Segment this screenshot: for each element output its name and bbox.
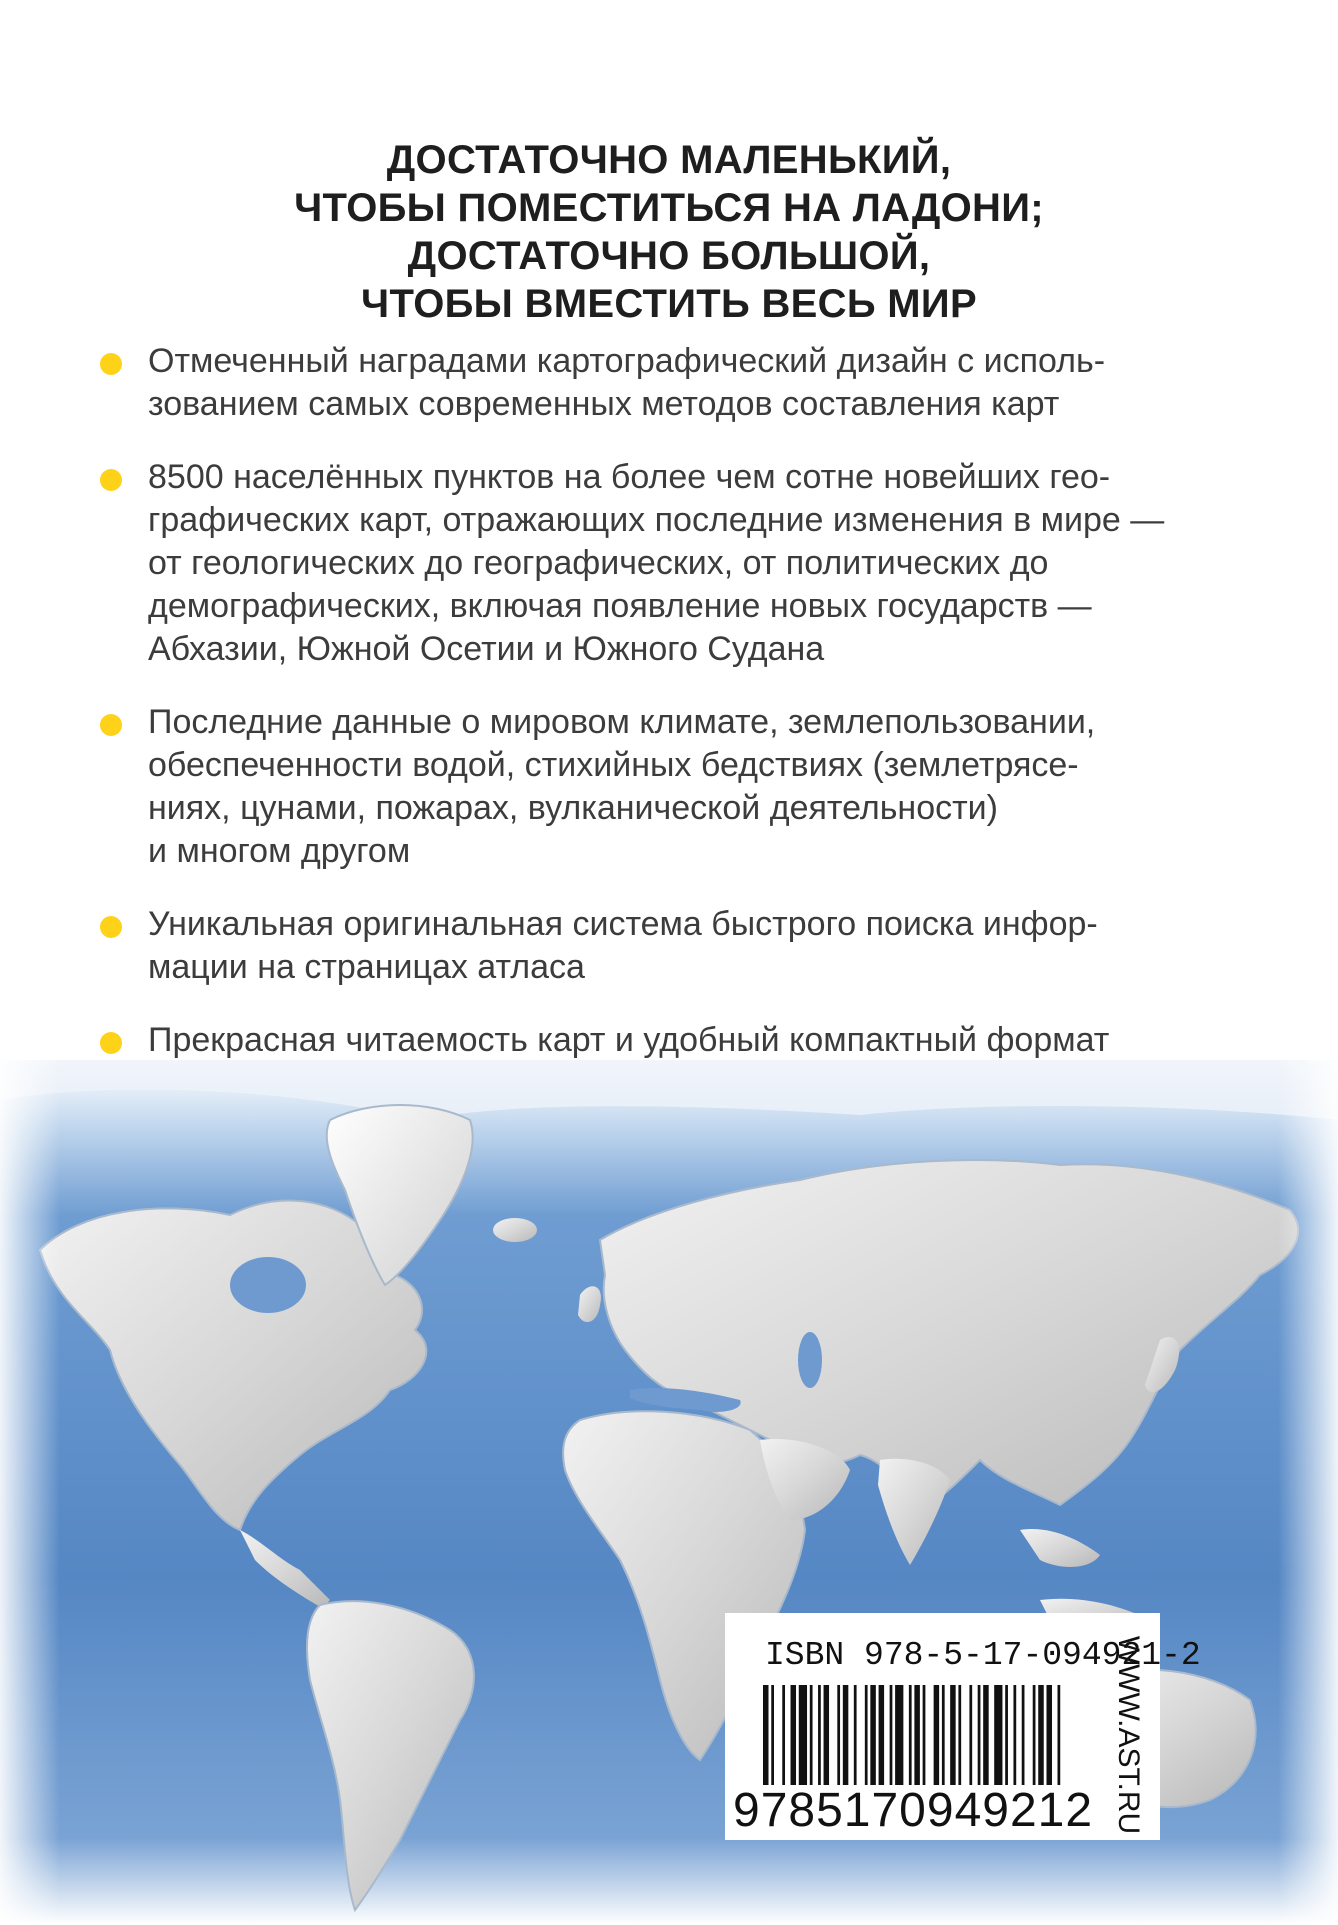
barcode-bars: [763, 1685, 1063, 1785]
feature-text: [148, 1019, 1260, 1062]
feature-text: [148, 456, 1260, 671]
barcode-bar: [1022, 1685, 1025, 1785]
website-label-container: [1108, 1635, 1148, 1835]
caspian-sea: [798, 1332, 822, 1388]
feature-item: [100, 1019, 1260, 1062]
yellow-bullet-icon: [100, 469, 122, 491]
barcode-bar: [969, 1685, 972, 1785]
barcode-bar: [865, 1685, 868, 1785]
website-label[interactable]: WWW.AST.RU: [1112, 1635, 1145, 1835]
feature-line: Уникальная оригинальная система быстрого поиска инфор-: [148, 905, 1098, 943]
feature-line: зованием самых современных методов составления карт: [148, 385, 1060, 423]
barcode-bar: [791, 1685, 797, 1785]
feature-line: мации на страницах атласа: [148, 948, 585, 986]
ean-digits: 9785170949212: [733, 1784, 1094, 1837]
barcode-bar: [934, 1685, 940, 1785]
feature-text: [148, 903, 1260, 989]
headline-line: ЧТОБЫ ПОМЕСТИТЬСЯ НА ЛАДОНИ;: [294, 186, 1044, 230]
yellow-bullet-icon: [100, 714, 122, 736]
feature-line: Абхазии, Южной Осетии и Южного Судана: [148, 630, 825, 668]
barcode-bar: [870, 1685, 876, 1785]
feature-line: 8500 населённых пунктов на более чем сотне новейших гео-: [148, 458, 1111, 496]
barcode-bar: [818, 1685, 821, 1785]
feature-item: [100, 456, 1260, 671]
barcode-bar: [837, 1685, 840, 1785]
barcode-bar: [824, 1685, 830, 1785]
barcode-bar: [1033, 1685, 1036, 1785]
barcode-bar: [1005, 1685, 1008, 1785]
headline-line: ДОСТАТОЧНО МАЛЕНЬКИЙ,: [386, 138, 952, 182]
isbn-label: ISBN 978-5-17-094921-2: [765, 1637, 1201, 1674]
feature-line: ниях, цунами, пожарах, вулканической деятельности): [148, 789, 998, 827]
barcode-bar: [914, 1685, 920, 1785]
feature-line: графических карт, отражающих последние изменения в мире —: [148, 501, 1165, 539]
feature-list: [100, 340, 1260, 1092]
iceland: [493, 1218, 537, 1242]
barcode-panel: [725, 1613, 1201, 1840]
yellow-bullet-icon: [100, 353, 122, 375]
barcode-bar: [763, 1685, 769, 1785]
barcode-bar: [782, 1685, 785, 1785]
barcode-bar: [1013, 1685, 1016, 1785]
barcode-bar: [810, 1685, 813, 1785]
barcode-bar: [958, 1685, 961, 1785]
yellow-bullet-icon: [100, 916, 122, 938]
feature-text: [148, 701, 1260, 873]
feature-item: [100, 701, 1260, 873]
barcode-bar: [1058, 1685, 1061, 1785]
barcode-bar: [771, 1685, 774, 1785]
barcode-bar: [978, 1685, 981, 1785]
headline-line: ЧТОБЫ ВМЕСТИТЬ ВЕСЬ МИР: [361, 282, 977, 326]
barcode-bar: [879, 1685, 885, 1785]
barcode-bar: [1046, 1685, 1052, 1785]
barcode-bar: [994, 1685, 1002, 1785]
hudson-bay: [230, 1257, 306, 1313]
feature-line: Прекрасная читаемость карт и удобный компактный формат: [148, 1021, 1110, 1059]
feature-line: обеспеченности водой, стихийных бедствиях (землетрясе-: [148, 746, 1079, 784]
barcode-bar: [799, 1685, 807, 1785]
barcode-bar: [843, 1685, 849, 1785]
feature-line: Последние данные о мировом климате, землепользовании,: [148, 703, 1096, 741]
barcode-bar: [909, 1685, 912, 1785]
headline-line: ДОСТАТОЧНО БОЛЬШОЙ,: [407, 234, 931, 278]
right-fade: [1278, 1060, 1338, 1925]
barcode-bar: [942, 1685, 945, 1785]
feature-line: от геологических до географических, от политических до: [148, 544, 1049, 582]
feature-line: и многом другом: [148, 832, 411, 870]
feature-line: демографических, включая появление новых государств —: [148, 587, 1092, 625]
feature-item: [100, 340, 1260, 426]
headline: [0, 136, 1338, 328]
barcode-bar: [923, 1685, 926, 1785]
barcode-bar: [890, 1685, 893, 1785]
left-fade: [0, 1060, 60, 1925]
barcode-bar: [854, 1685, 857, 1785]
yellow-bullet-icon: [100, 1032, 122, 1054]
barcode-bar: [983, 1685, 989, 1785]
barcode-bar: [1038, 1685, 1044, 1785]
feature-item: [100, 903, 1260, 989]
feature-text: [148, 340, 1260, 426]
barcode-bar: [895, 1685, 903, 1785]
barcode-bar: [950, 1685, 956, 1785]
feature-line: Отмеченный наградами картографический дизайн с исполь-: [148, 342, 1106, 380]
